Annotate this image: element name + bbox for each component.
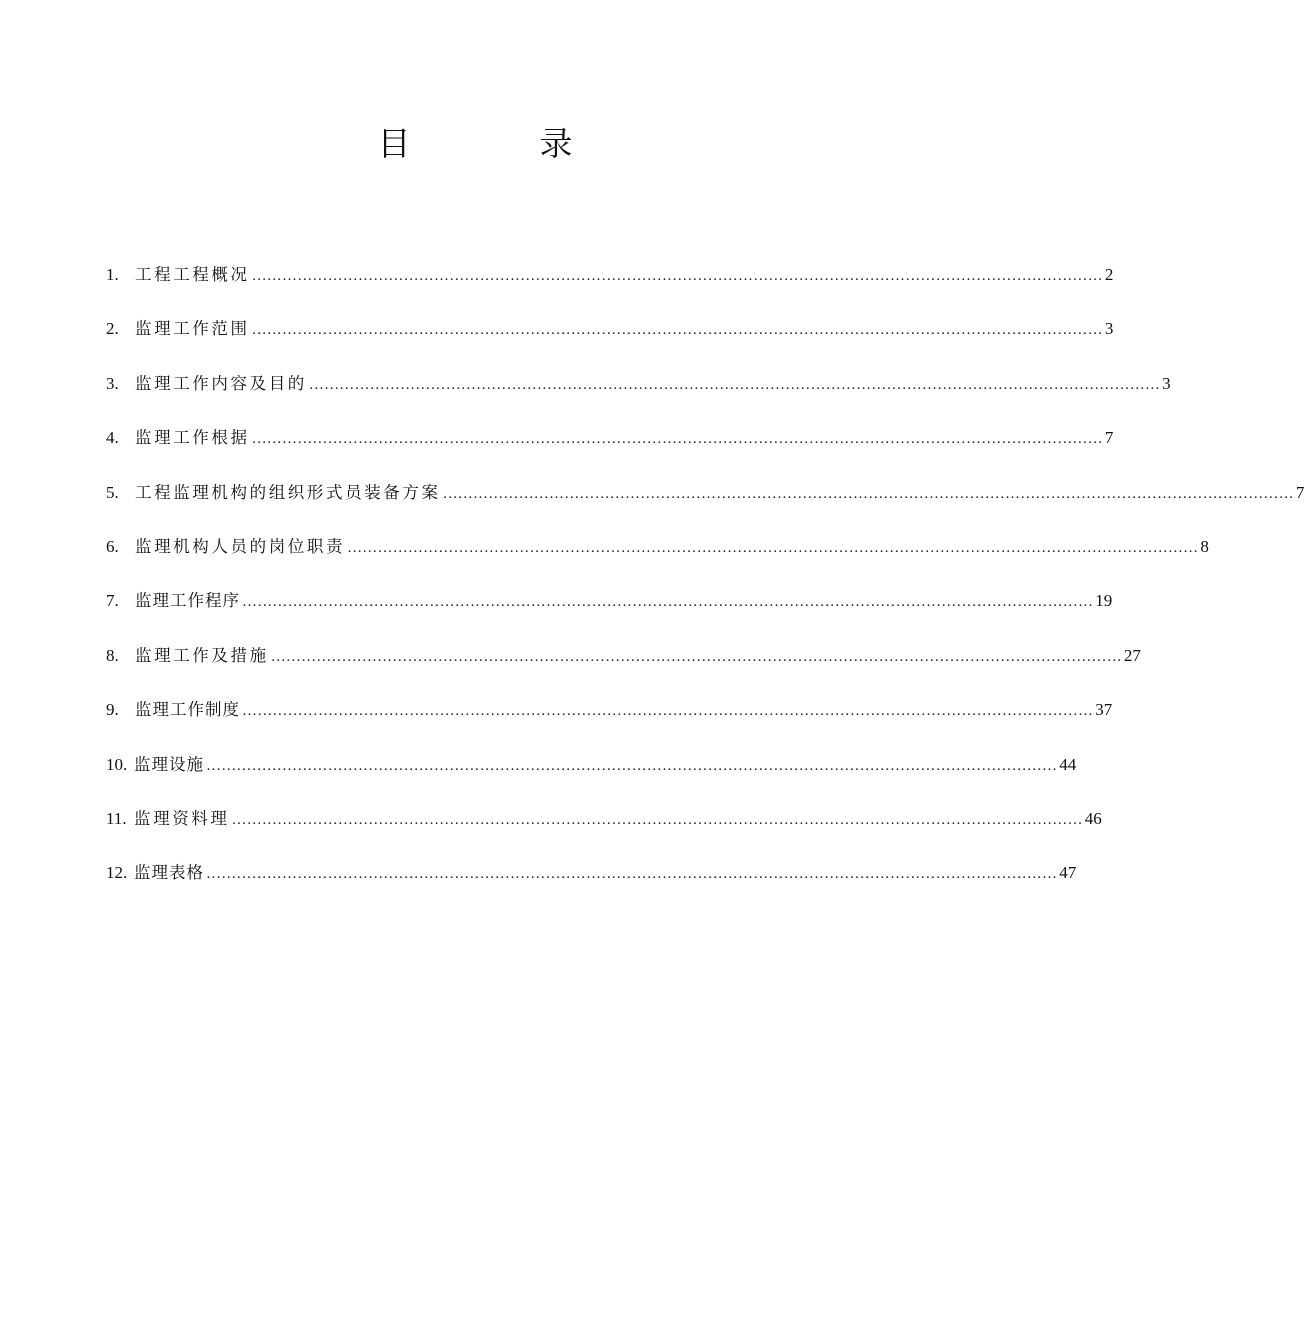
toc-entry-label: 监理资料理	[134, 808, 230, 828]
table-of-contents	[106, 256, 1304, 909]
toc-dot-leader: ……………………………………………………………………………………………………………………………………………………	[347, 539, 1199, 556]
toc-entry-label: 监理表格	[134, 863, 204, 883]
toc-entry-4[interactable]	[106, 419, 1114, 473]
toc-entry-page: 3	[1162, 373, 1171, 393]
toc-entry-page: 7	[1104, 428, 1114, 448]
toc-entry-page: 47	[1059, 863, 1077, 883]
toc-dot-leader: ……………………………………………………………………………………………………………………………………………………	[251, 431, 1103, 448]
toc-dot-leader: ……………………………………………………………………………………………………………………………………………………	[242, 594, 1094, 611]
toc-entry-number: 7.	[106, 591, 119, 611]
toc-entry-page: 37	[1095, 700, 1113, 720]
toc-dot-leader: ……………………………………………………………………………………………………………………………………………………	[242, 703, 1094, 720]
toc-entry-8[interactable]	[106, 637, 1141, 691]
toc-entry-page: 46	[1084, 808, 1102, 828]
toc-entry-12[interactable]	[106, 854, 1077, 908]
toc-entry-number: 11.	[106, 808, 127, 828]
toc-entry-number: 9.	[106, 700, 119, 720]
toc-dot-leader: ……………………………………………………………………………………………………………………………………………………	[206, 757, 1058, 774]
toc-entry-label: 监理机构人员的岗位职责	[135, 536, 346, 556]
toc-entry-11[interactable]	[106, 800, 1102, 854]
toc-entry-number: 3.	[106, 373, 119, 393]
toc-entry-label: 监理工作程序	[135, 591, 240, 611]
toc-entry-label: 监理工作范围	[135, 319, 250, 339]
toc-entry-page: 19	[1095, 591, 1113, 611]
toc-entry-6[interactable]	[106, 528, 1209, 582]
toc-entry-page: 27	[1123, 645, 1141, 665]
toc-entry-label: 监理工作及措施	[135, 645, 269, 665]
toc-entry-page: 44	[1059, 754, 1077, 774]
toc-entry-9[interactable]	[106, 691, 1113, 745]
toc-entry-label: 监理工作制度	[135, 700, 240, 720]
toc-dot-leader: ……………………………………………………………………………………………………………………………………………………	[270, 648, 1122, 665]
toc-dot-leader: ……………………………………………………………………………………………………………………………………………………	[251, 268, 1103, 284]
toc-entry-label: 监理设施	[134, 754, 204, 774]
toc-dot-leader: ……………………………………………………………………………………………………………………………………………………	[442, 485, 1294, 502]
toc-entry-page: 2	[1104, 265, 1114, 284]
toc-entry-5[interactable]	[106, 474, 1304, 528]
toc-entry-10[interactable]	[106, 746, 1077, 800]
toc-entry-page: 3	[1104, 319, 1114, 339]
toc-dot-leader: ……………………………………………………………………………………………………………………………………………………	[231, 811, 1083, 828]
toc-entry-label: 监理工作内容及目的	[135, 373, 307, 393]
toc-entry-page: 8	[1200, 536, 1209, 556]
toc-entry-number: 5.	[106, 482, 119, 502]
toc-entry-1[interactable]	[106, 256, 1114, 310]
toc-entry-2[interactable]	[106, 310, 1114, 364]
toc-entry-number: 4.	[106, 428, 119, 448]
toc-entry-3[interactable]	[106, 365, 1171, 419]
toc-entry-number: 2.	[106, 319, 119, 339]
toc-dot-leader: ……………………………………………………………………………………………………………………………………………………	[251, 322, 1103, 339]
toc-dot-leader: ……………………………………………………………………………………………………………………………………………………	[206, 866, 1058, 883]
toc-entry-page: 7	[1295, 482, 1304, 502]
toc-entry-label: 工程工程概况	[135, 265, 250, 284]
toc-title: 目 录	[377, 124, 621, 163]
toc-entry-7[interactable]	[106, 582, 1113, 636]
toc-entry-number: 10.	[106, 754, 128, 774]
toc-entry-label: 监理工作根据	[135, 428, 250, 448]
toc-entry-number: 8.	[106, 645, 119, 665]
toc-entry-number: 6.	[106, 536, 119, 556]
toc-entry-label: 工程监理机构的组织形式员装备方案	[135, 482, 441, 502]
toc-entry-number: 12.	[106, 863, 128, 883]
toc-entry-number: 1.	[106, 265, 119, 284]
toc-dot-leader: ……………………………………………………………………………………………………………………………………………………	[308, 376, 1161, 393]
